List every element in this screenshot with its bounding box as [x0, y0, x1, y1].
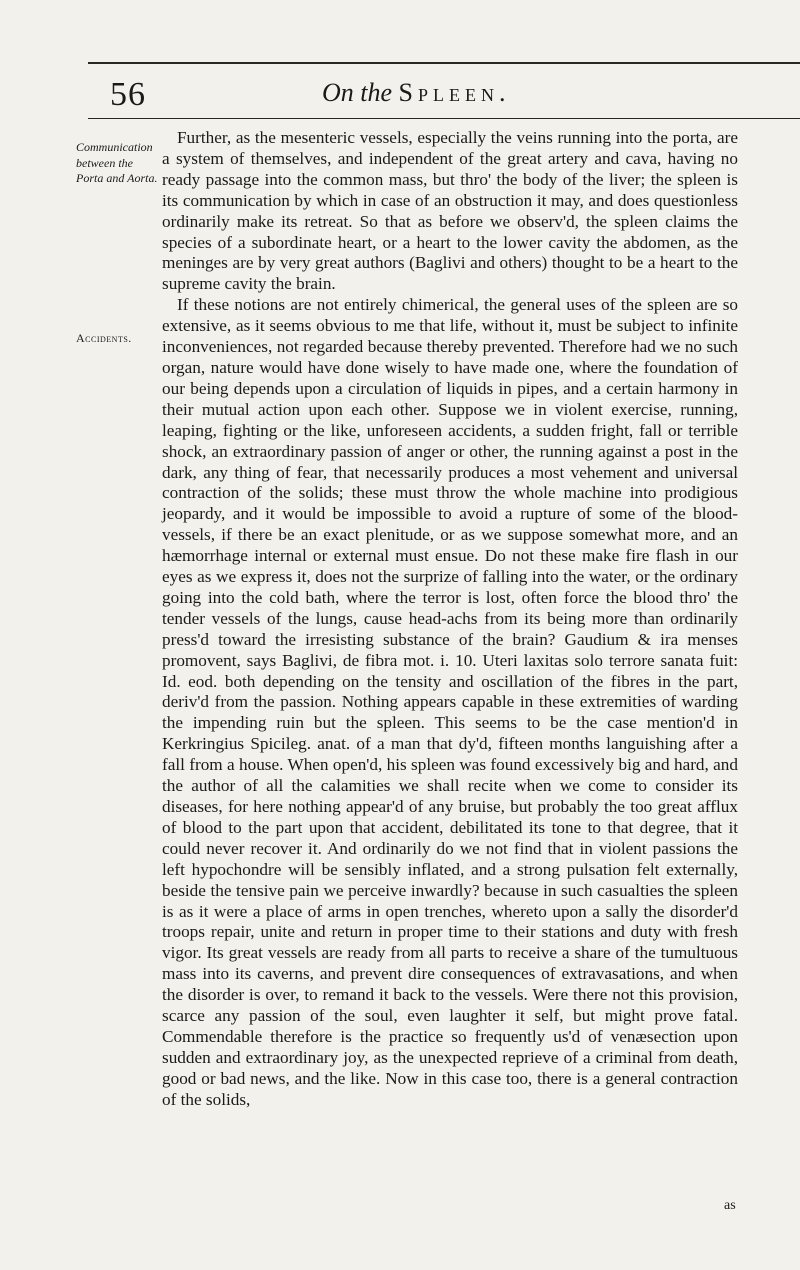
sidenote-accidents-label: Accidents. — [76, 331, 132, 345]
paragraph: If these notions are not entirely chimerical, the general uses of the spleen are so extensive, as it seems obvious to me that life, without it, must be subject to infinite inconveniences, not regarded because thereby prevented. Therefore had we no such organ, nature would have done wisely to have made one, where the foundation of our being depends upon a circulation of liquids in pipes, and a certain harmony in their mutual action upon each other. Suppose we in violent exercise, running, leaping, fighting or the like, unforeseen accidents, a sudden fright, fall or terrible shock, an extraordinary passion of anger or other, the running against a post in the dark, any thing of fear, that necessarily produces a most vehement and universal contraction of the solids; these must throw the whole machine into prodigious jeopardy, and it would be impossible to avoid a rupture of some of the blood-vessels, if there be an exact plenitude, or as we suppose somewhat more, and an hæmorrhage internal or external must ensue. Do not these make fire flash in our eyes as we express it, does not the surprize of falling into the water, or the ordinary going into the cold bath, where the terror is lost, often force the blood thro' the tender vessels of the lungs, cause head-achs from its being more than ordinarily press'd toward the irresisting substance of the brain? Gaudium & ira menses promovent, says Baglivi, de fibra mot. i. 10. Uteri laxitas solo terrore sanata fuit: Id. eod. both depending on the tensity and oscillation of the fibres in the part, deriv'd from the passion. Nothing appears capable in these extremities of warding the impending ruin but the spleen. This seems to be the case mention'd in Kerkringius Spicileg. anat. of a man that dy'd, fifteen months languishing after a fall from a house. When open'd, his spleen was found excessively big and hard, and the author of all the calamities we shall recite when we come to consider its diseases, for here nothing appear'd of any bruise, but probably the too great afflux of blood to the part upon that accident, debilitated its tone to that degree, that it could never recover it. And ordinarily do we not find that in violent passions the left hypochondre will be sensibly inflated, and a strong pulsation felt externally, beside the tensive pain we perceive inwardly? because in such casualties the spleen is as it were a place of arms in open trenches, whereto upon a sally the disorder'd troops repair, unite and return in proper time to their stations and duty with fresh vigor. Its great vessels are ready from all parts to receive a share of the tumultuous mass into its caverns, and prevent dire consequences of extravasations, and when the disorder is over, to remand it back to the vessels. Were there not this provision, scarce any passion of the soul, even laughter it self, but might prove fatal. Commendable therefore is the practice so frequently us'd of venæsection upon sudden and extraordinary joy, as the unexpected reprieve of a criminal from death, good or bad news, and the like. Now in this case too, there is a general contraction of the solids, — [162, 295, 738, 1109]
running-head-prefix: On the — [322, 78, 393, 107]
running-head-title: Spleen. — [398, 78, 511, 107]
body-text — [162, 128, 738, 1111]
running-head — [322, 80, 582, 106]
header-bottom-rule — [88, 118, 800, 119]
sidenote-accidents — [76, 331, 160, 347]
page-number: 56 — [110, 76, 146, 113]
paragraph: Further, as the mesenteric vessels, especially the veins running into the porta, are a system of themselves, and independent of the great artery and cava, having no ready passage into the common mass, but thro' the body of the liver; the spleen is its communication by which in case of an obstruction it may, and does questionless ordinarily make its retreat. So that as before we observ'd, the spleen claims the species of a subordinate heart, or a heart to the lower cavity the abdomen, as the meninges are by very great authors (Baglivi and others) thought to be a heart to the supreme cavity the brain. — [162, 128, 738, 294]
header-top-rule — [88, 62, 800, 64]
sidenote-communication: Communication between the Porta and Aorta. — [76, 140, 158, 185]
catchword: as — [724, 1198, 736, 1213]
